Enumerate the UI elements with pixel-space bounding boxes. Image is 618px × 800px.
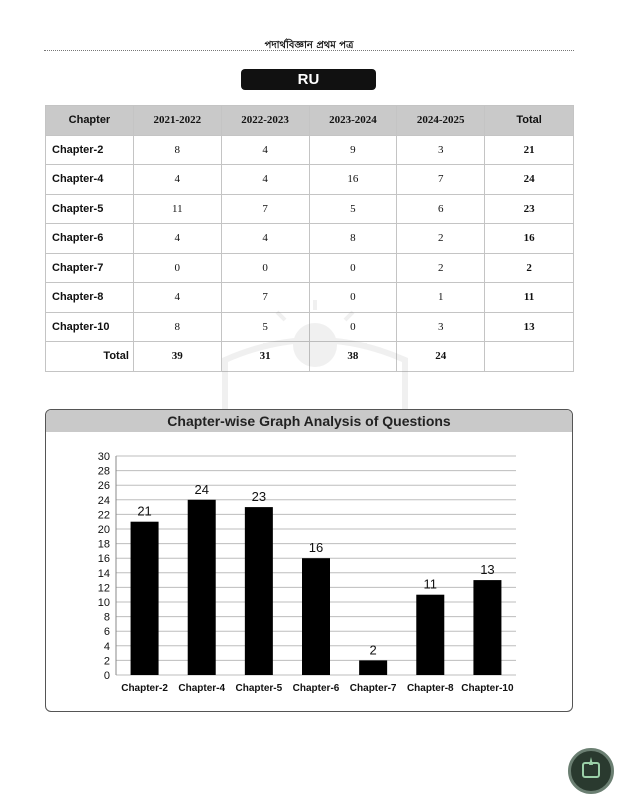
row-chapter-label: Chapter-4 — [46, 165, 134, 195]
table-cell: 0 — [221, 253, 309, 283]
table-cell: 4 — [221, 224, 309, 254]
table-cell: 16 — [309, 165, 397, 195]
total-cell: 24 — [397, 342, 485, 372]
table-row — [46, 283, 574, 313]
header-year-2024-2025: 2024-2025 — [397, 106, 485, 136]
total-cell: 31 — [221, 342, 309, 372]
y-tick-label: 16 — [97, 553, 110, 566]
y-tick-label: 8 — [103, 611, 110, 624]
table-row — [46, 253, 574, 283]
x-tick-label: Chapter-2 — [121, 683, 168, 694]
x-tick-label: Chapter-6 — [292, 683, 340, 694]
row-total: 24 — [485, 165, 574, 195]
grand-total-cell — [485, 342, 574, 372]
row-total: 16 — [485, 224, 574, 254]
table-cell: 8 — [133, 135, 221, 165]
y-tick-label: 10 — [97, 597, 110, 609]
x-tick-label: Chapter-5 — [235, 683, 283, 694]
bar-data-label: 2 — [369, 642, 377, 658]
x-tick-label: Chapter-4 — [178, 683, 226, 694]
row-chapter-label: Chapter-5 — [46, 194, 134, 224]
bar — [473, 580, 501, 675]
bar-data-label: 23 — [251, 489, 267, 505]
bar — [245, 507, 273, 675]
chart-title: Chapter-wise Graph Analysis of Questions — [46, 410, 572, 432]
y-tick-label: 18 — [97, 538, 110, 551]
y-tick-label: 6 — [103, 626, 110, 639]
row-total: 13 — [485, 312, 574, 342]
row-total: 2 — [485, 253, 574, 283]
table-row — [46, 312, 574, 342]
y-tick-label: 30 — [97, 451, 110, 463]
table-cell: 2 — [397, 253, 485, 283]
bar — [302, 558, 330, 675]
header-chapter: Chapter — [46, 106, 134, 136]
table-cell: 0 — [309, 312, 397, 342]
total-row-label: Total — [46, 342, 134, 372]
table-row — [46, 224, 574, 254]
row-chapter-label: Chapter-2 — [46, 135, 134, 165]
y-tick-label: 24 — [97, 494, 110, 507]
table-cell: 8 — [309, 224, 397, 254]
row-chapter-label: Chapter-6 — [46, 224, 134, 254]
y-tick-label: 14 — [97, 567, 110, 580]
x-tick-label: Chapter-7 — [349, 683, 397, 694]
bar — [131, 522, 159, 675]
chart-panel — [45, 409, 573, 712]
table-cell: 4 — [221, 135, 309, 165]
row-chapter-label: Chapter-7 — [46, 253, 134, 283]
bar-data-label: 24 — [194, 481, 209, 497]
table-cell: 9 — [309, 135, 397, 165]
chapter-table — [45, 105, 574, 372]
table-cell: 3 — [397, 135, 485, 165]
table-cell: 4 — [133, 165, 221, 195]
y-tick-label: 22 — [97, 509, 110, 522]
bar — [359, 660, 387, 675]
bar-data-label: 13 — [480, 562, 495, 578]
row-total: 11 — [485, 283, 574, 313]
x-tick-label: Chapter-8 — [406, 683, 454, 694]
bar-data-label: 21 — [137, 503, 152, 519]
table-cell: 8 — [133, 312, 221, 342]
bar — [188, 500, 216, 675]
table-cell: 2 — [397, 224, 485, 254]
table-cell: 7 — [397, 165, 485, 195]
bar-data-label: 16 — [308, 540, 324, 556]
table-cell: 0 — [133, 253, 221, 283]
table-cell: 7 — [221, 194, 309, 224]
header-year-2021-2022: 2021-2022 — [133, 106, 221, 136]
row-chapter-label: Chapter-10 — [46, 312, 134, 342]
table-cell: 5 — [221, 312, 309, 342]
table-cell: 5 — [309, 194, 397, 224]
table-cell: 4 — [221, 165, 309, 195]
header-divider — [44, 50, 574, 51]
brand-logo — [568, 748, 614, 794]
university-badge: RU — [241, 69, 376, 90]
table-header-row — [46, 106, 574, 136]
table-cell: 11 — [133, 194, 221, 224]
page-header-title: পদার্থবিজ্ঞান প্রথম পত্র — [264, 40, 354, 51]
table-cell: 0 — [309, 283, 397, 313]
total-cell: 38 — [309, 342, 397, 372]
x-tick-label: Chapter-10 — [461, 683, 514, 694]
table-cell: 0 — [309, 253, 397, 283]
table-cell: 3 — [397, 312, 485, 342]
y-tick-label: 0 — [103, 670, 110, 682]
table-cell: 4 — [133, 224, 221, 254]
bar — [416, 595, 444, 675]
row-total: 21 — [485, 135, 574, 165]
y-tick-label: 12 — [97, 582, 110, 595]
table-total-row — [46, 342, 574, 372]
y-tick-label: 4 — [103, 640, 110, 653]
table-cell: 1 — [397, 283, 485, 313]
bar-chart — [46, 410, 572, 711]
table-row — [46, 194, 574, 224]
bar-data-label: 11 — [423, 576, 438, 592]
row-total: 23 — [485, 194, 574, 224]
table-cell: 7 — [221, 283, 309, 313]
table-row — [46, 165, 574, 195]
pen-icon — [571, 751, 611, 791]
total-cell: 39 — [133, 342, 221, 372]
row-chapter-label: Chapter-8 — [46, 283, 134, 313]
table-cell: 6 — [397, 194, 485, 224]
y-tick-label: 28 — [97, 465, 110, 478]
y-tick-label: 20 — [97, 524, 110, 536]
y-tick-label: 26 — [97, 480, 110, 493]
table-row — [46, 135, 574, 165]
header-year-2023-2024: 2023-2024 — [309, 106, 397, 136]
table-cell: 4 — [133, 283, 221, 313]
header-year-2022-2023: 2022-2023 — [221, 106, 309, 136]
y-tick-label: 2 — [103, 655, 110, 668]
header-total: Total — [485, 106, 574, 136]
